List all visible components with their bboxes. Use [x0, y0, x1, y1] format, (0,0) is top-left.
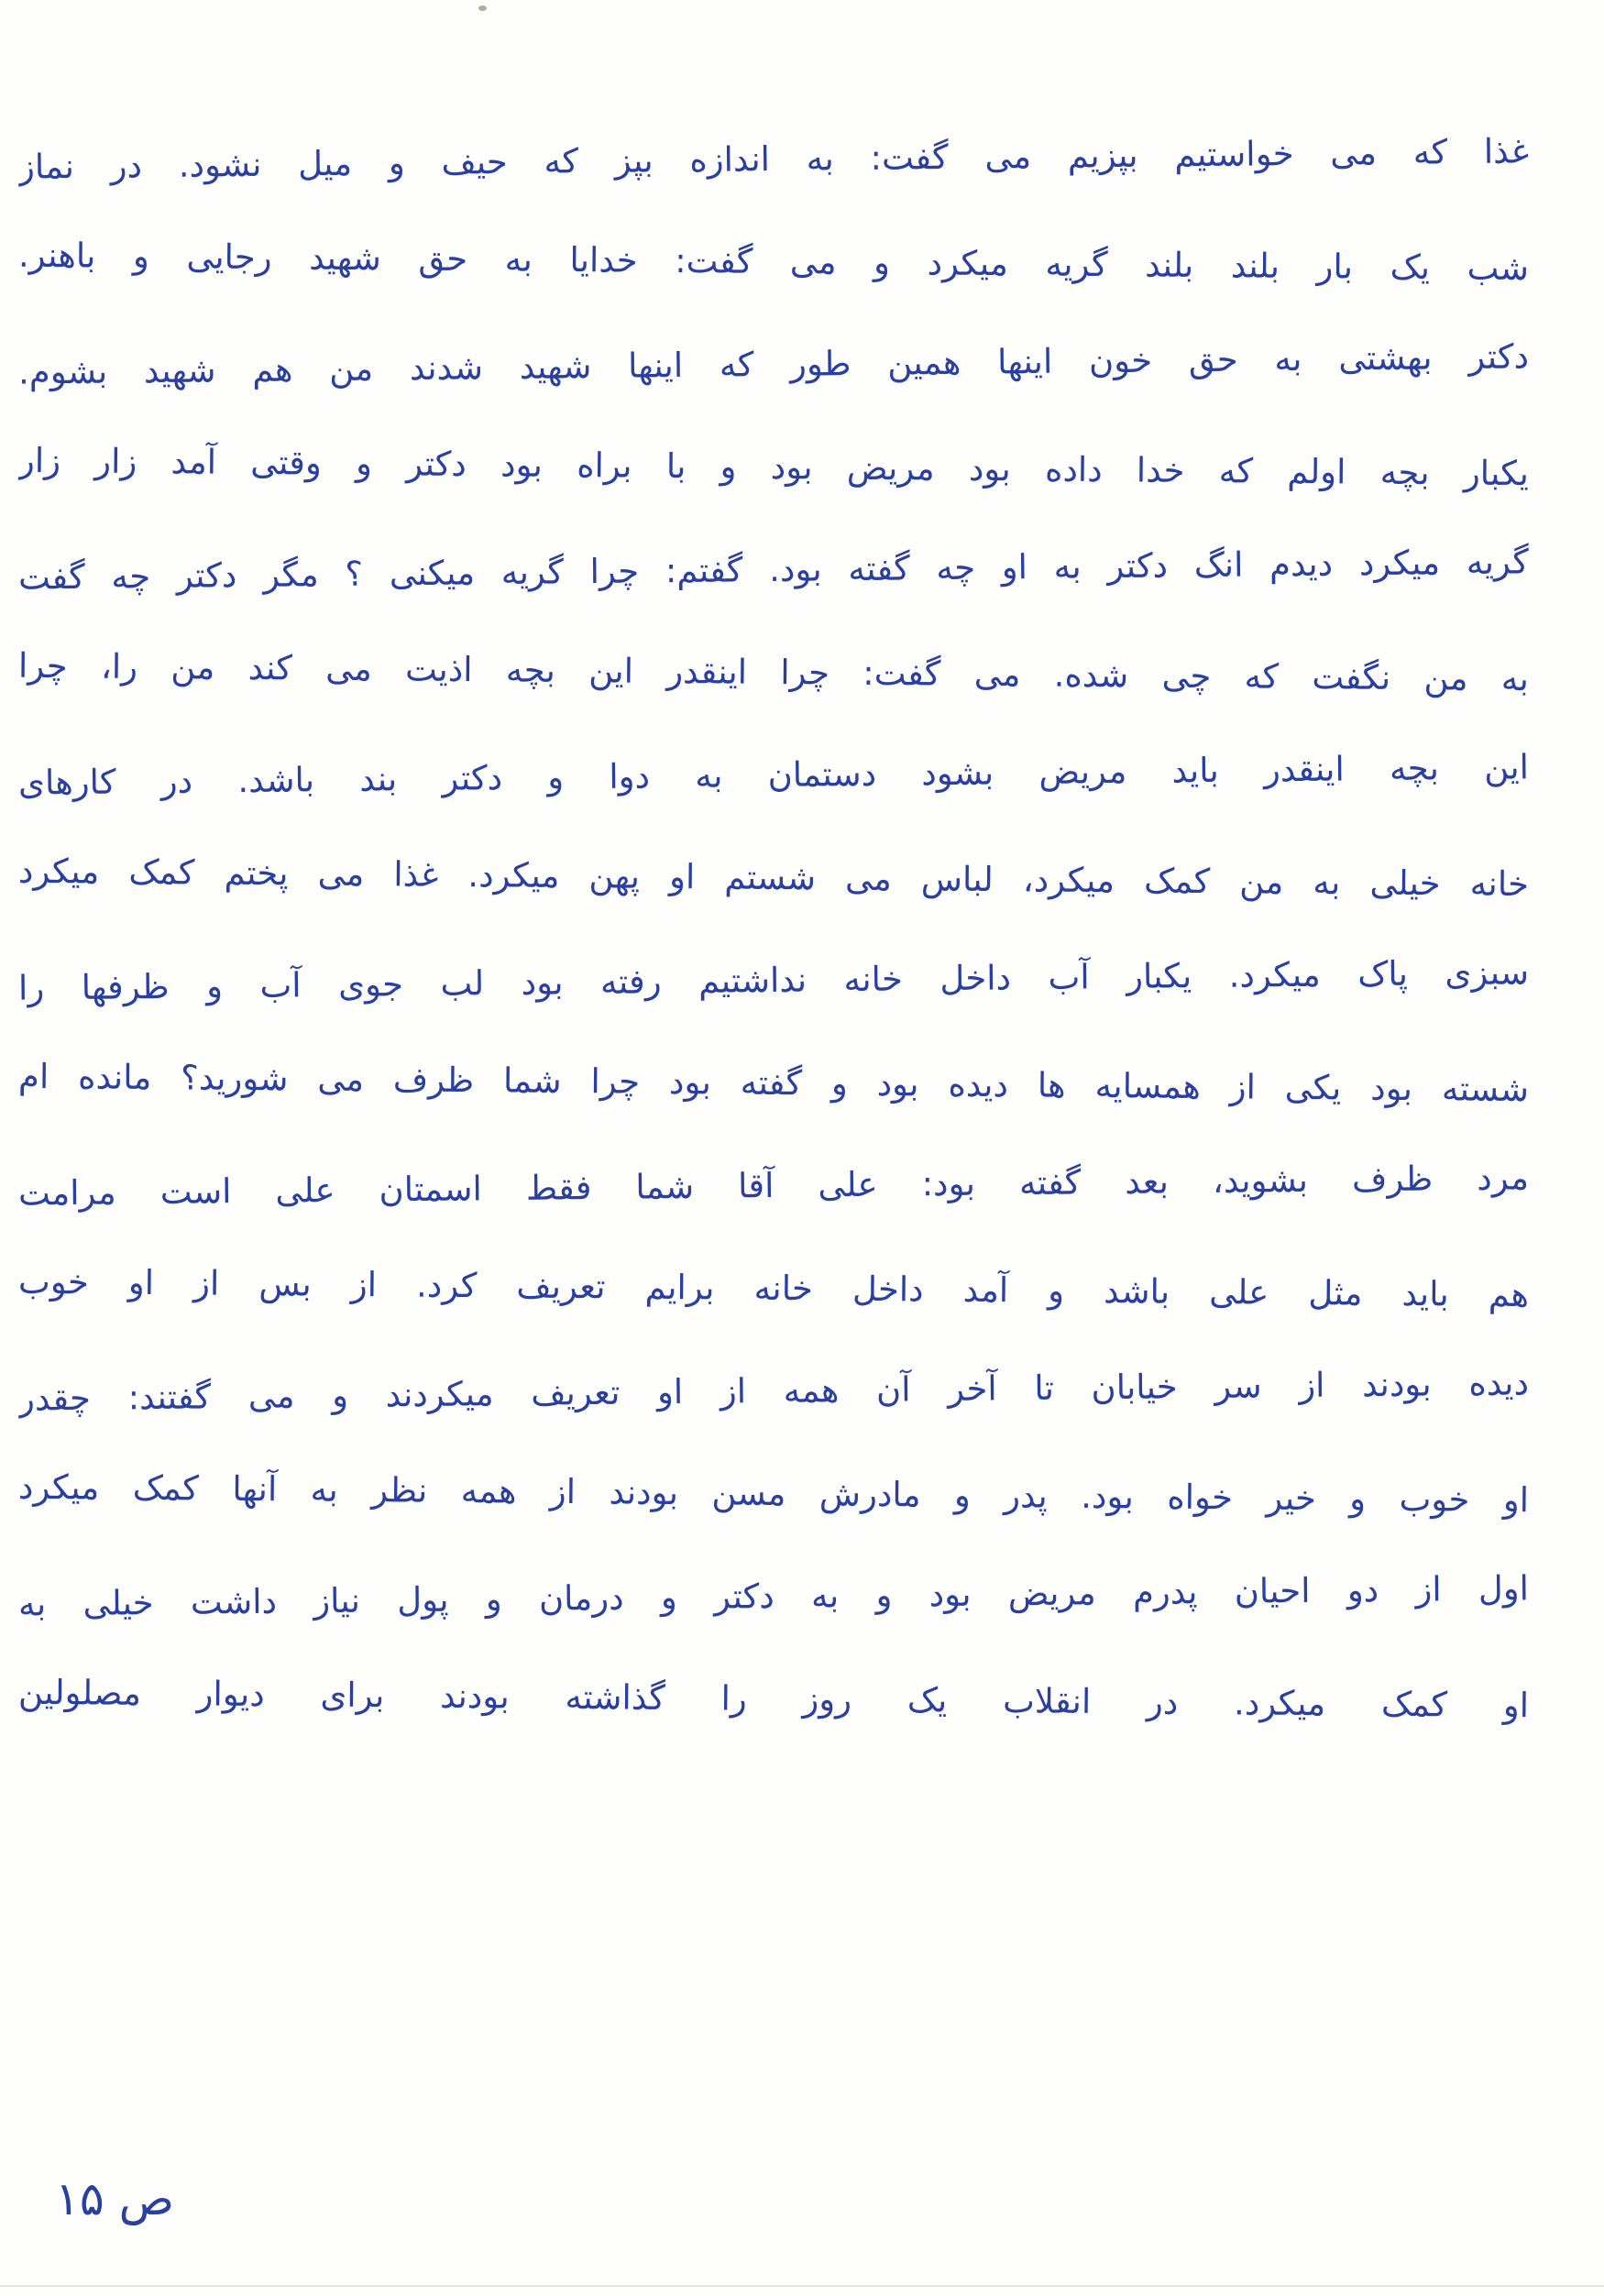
text-line: گریه میکرد دیدم انگ دکتر به او چه گفته بود. گفتم: چرا گریه میکنی ؟ مگر دکتر چه گفت — [17, 542, 1530, 598]
text-line: این بچه اینقدر باید مریض بشود دستمان به دوا و دکتر بند باشد. در کارهای — [17, 747, 1530, 803]
text-line: شسته بود یکی از همسایه ها دیده بود و گفته بود چرا شما ظرف می شورید؟ مانده ام — [17, 1056, 1530, 1110]
text-line: دکتر بهشتی به حق خون اینها همین طور که اینها شهید شدند من هم شهید بشوم. — [17, 336, 1530, 392]
text-line: به من نگفت که چی شده. می گفت: چرا اینقدر این بچه اذیت می کند من را، چرا — [17, 645, 1530, 699]
text-line: اول از دو احیان پدرم مریض بود و به دکتر و درمان و پول نیاز داشت خیلی به — [17, 1568, 1530, 1624]
page-number: ص ۱۵ — [55, 2172, 175, 2225]
text-line: دیده بودند از سر خیابان تا آخر آن همه از او تعریف میکردند و می گفتند: چقدر — [17, 1363, 1530, 1419]
text-line: او کمک میکرد. در انقلاب یک روز را گذاشته بودند برای دیوار مصلولین — [17, 1672, 1530, 1726]
text-line: غذا که می خواستیم بپزیم می گفت: به اندازه بپز که حیف و میل نشود. در نماز — [17, 131, 1530, 187]
text-line: او خوب و خیر خواه بود. پدر و مادرش مسن بودند از همه نظر به آنها کمک میکرد — [17, 1467, 1530, 1521]
text-line: یکبار بچه اولم که خدا داده بود مریض بود و با براه بود دکتر و وقتی آمد زار زار — [17, 440, 1530, 494]
scan-speck — [478, 5, 487, 11]
page-bottom-edge — [0, 2285, 1604, 2287]
text-line: شب یک بار بلند بلند گریه میکرد و می گفت: خدایا به حق شهید رجایی و باهنر. — [17, 235, 1530, 289]
text-line: سبزی پاک میکرد. یکبار آب داخل خانه نداشتیم رفته بود لب جوی آب و ظرفها را — [17, 952, 1530, 1008]
handwritten-text-block — [18, 108, 1529, 1751]
text-line: خانه خیلی به من کمک میکرد، لباس می شستم او پهن میکرد. غذا می پختم کمک میکرد — [17, 851, 1530, 905]
text-line: مرد ظرف بشوید، بعد گفته بود: علی آقا شما فقط اسمتان علی است مرامت — [17, 1158, 1530, 1214]
text-line: هم باید مثل علی باشد و آمد داخل خانه برایم تعریف کرد. از بس از او خوب — [17, 1261, 1530, 1315]
